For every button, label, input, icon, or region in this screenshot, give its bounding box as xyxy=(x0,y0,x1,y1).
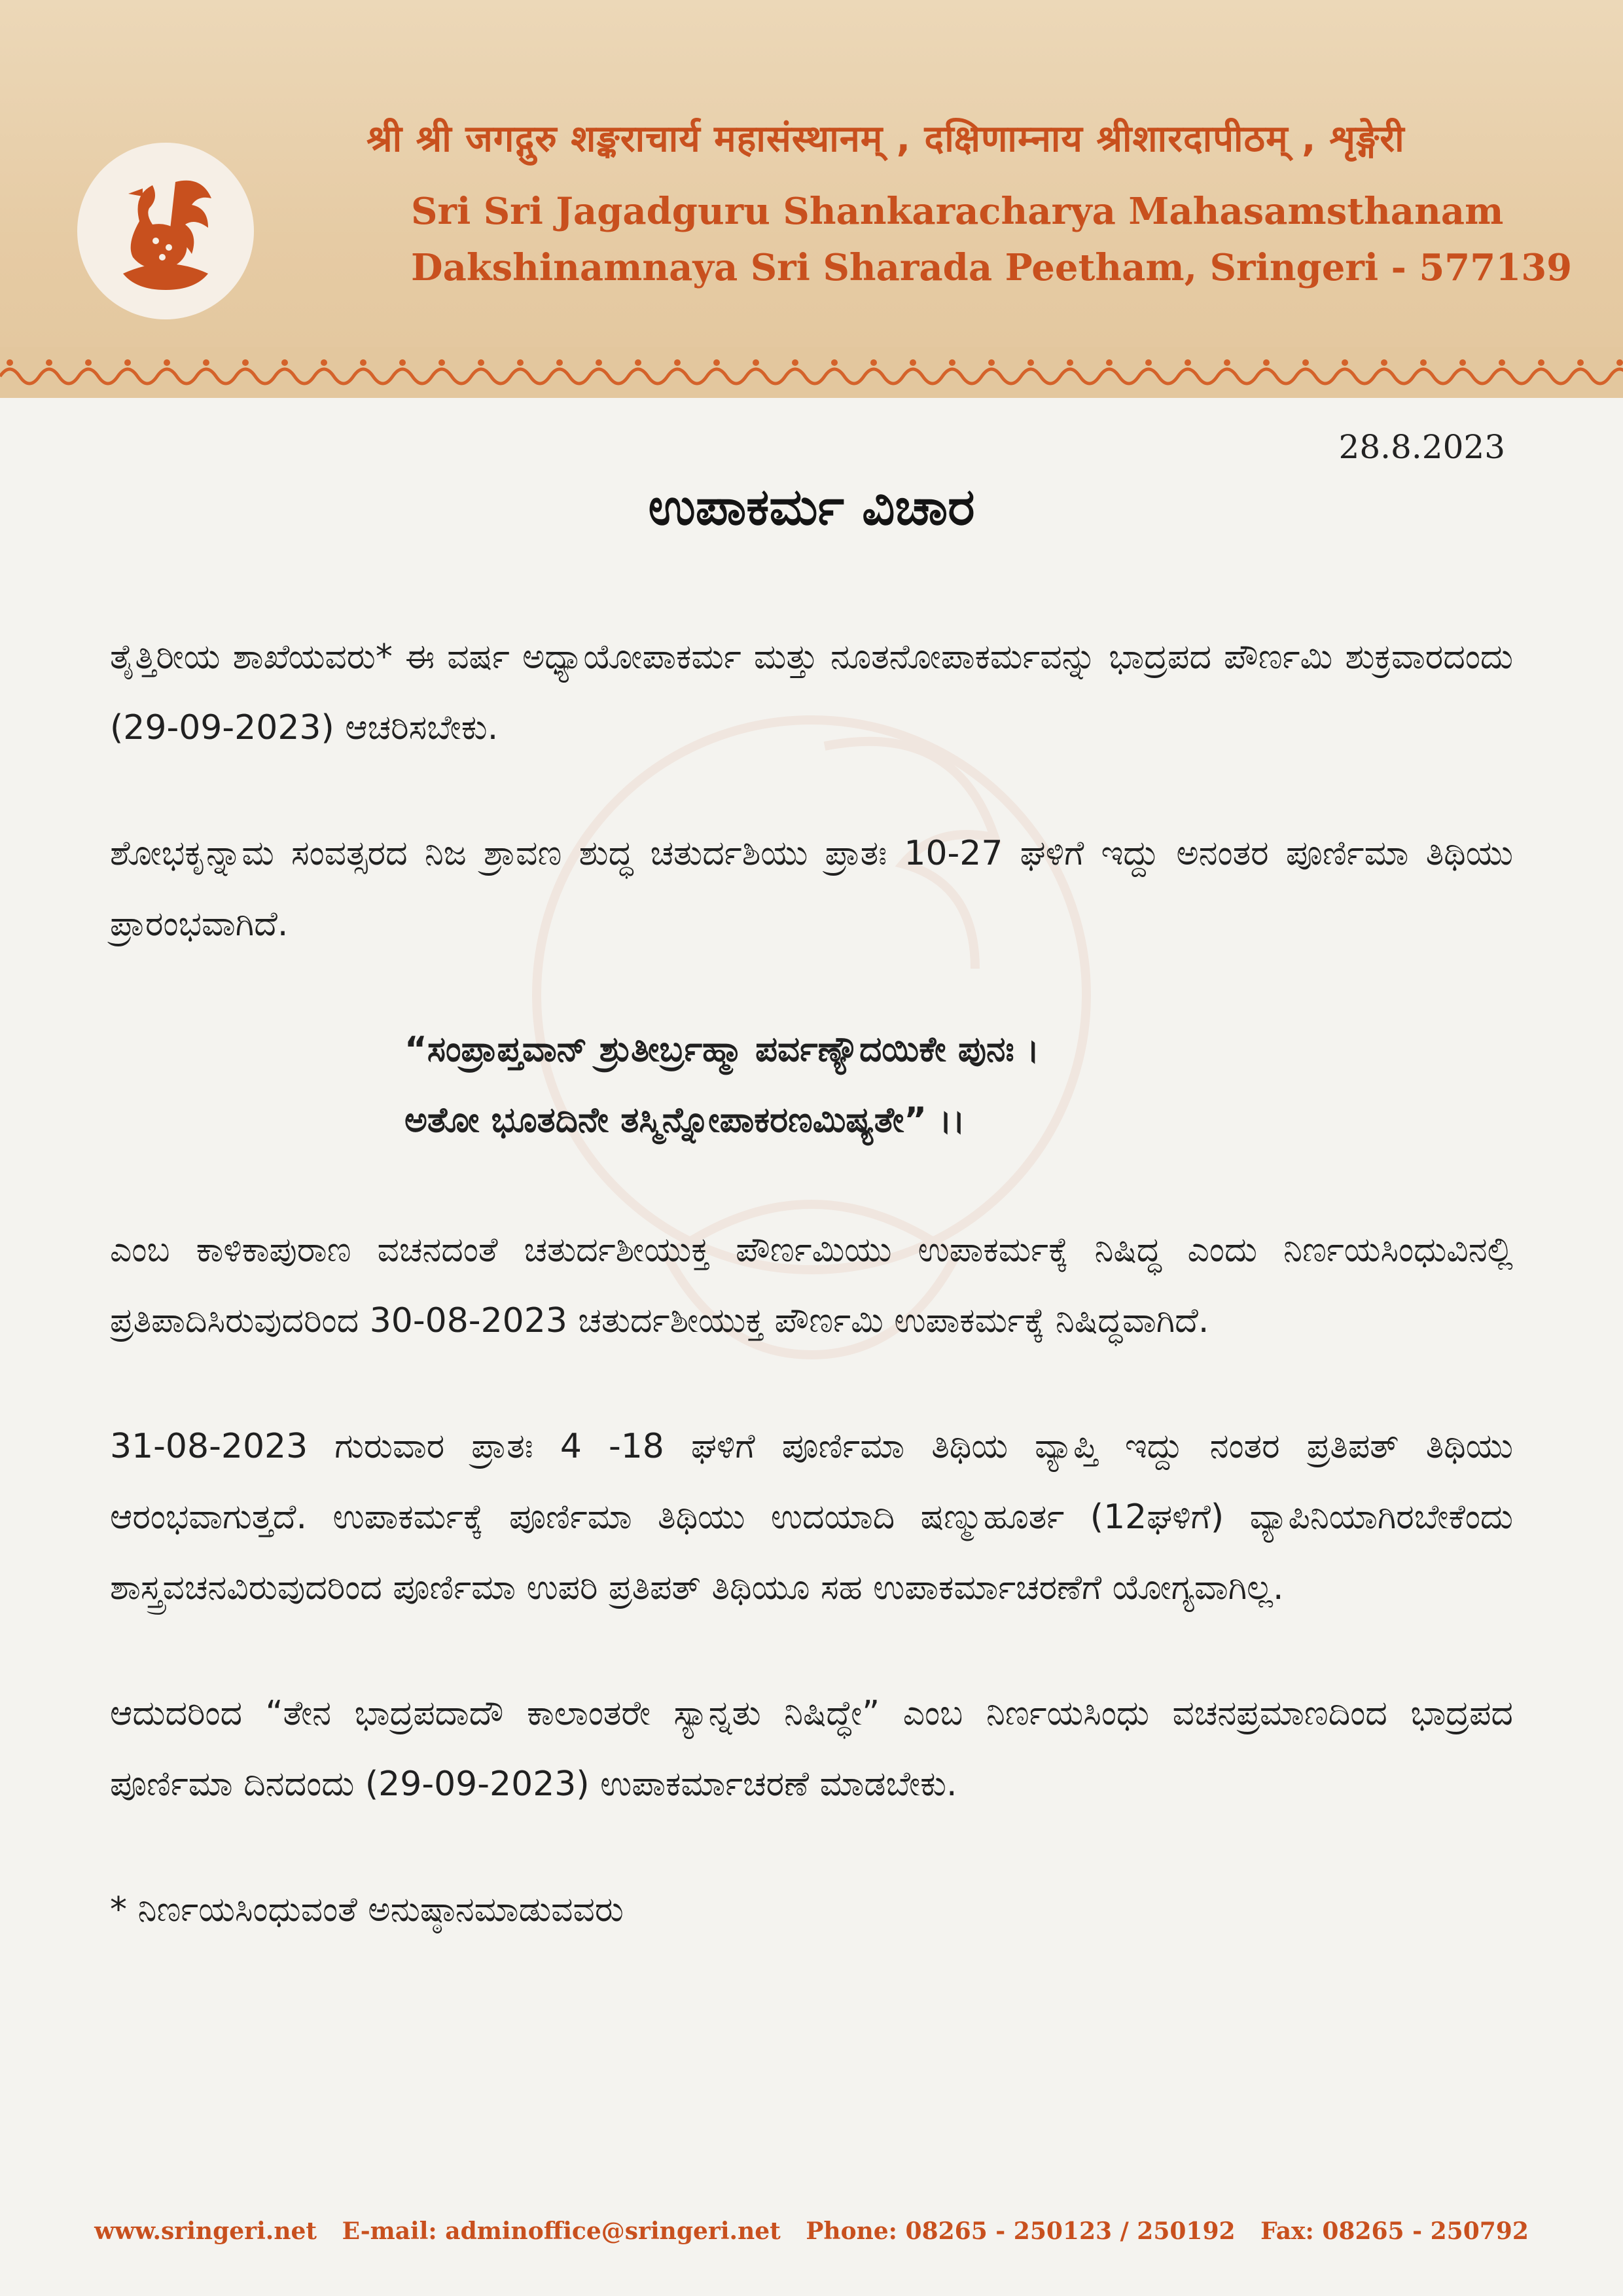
verse-block xyxy=(404,1014,1517,1156)
border-dot xyxy=(1459,359,1466,366)
border-dot xyxy=(46,359,52,366)
border-dot xyxy=(1538,359,1544,366)
border-dot xyxy=(713,359,720,366)
verse-line-2: ಅತೋ ಭೂತದಿನೇ ತಸ್ಮಿನ್ನೋಪಾಕರಣಮಿಷ್ಯತೇ” ।। xyxy=(404,1100,965,1140)
paragraph-2: ಶೋಭಕೃನ್ನಾಮ ಸಂವತ್ಸರದ ನಿಜ ಶ್ರಾವಣ ಶುದ್ಧ ಚತುರ್ದಶಿಯು ಪ್ರಾತಃ 10-27 ಘಳಿಗೆ ಇದ್ದು ಅನಂತರ ಪೂರ್ಣಿಮಾ ತಿಥಿಯು ಪ್ರಾರಂಭವಾಗಿದೆ. xyxy=(110,834,1513,944)
border-dot xyxy=(7,359,13,366)
document-date: 28.8.2023 xyxy=(1338,428,1505,466)
footer-phone: 08265 - 250123 / 250192 xyxy=(905,2217,1236,2245)
decorative-border xyxy=(0,347,1623,406)
letterhead-sanskrit: श्री श्री जगद्गुरु शङ्कराचार्य महासंस्थानम् , दक्षिणाम्नाय श्रीशारदापीठम् , शृङ्गेरी xyxy=(366,118,1405,160)
border-dot xyxy=(124,359,131,366)
border-dot xyxy=(1499,359,1505,366)
border-dot xyxy=(556,359,563,366)
border-dot xyxy=(870,359,877,366)
border-dot xyxy=(360,359,366,366)
letterhead-english-line1: Sri Sri Jagadguru Shankaracharya Mahasamsthanam xyxy=(411,190,1504,233)
border-dot xyxy=(1342,359,1348,366)
border-dot xyxy=(1106,359,1113,366)
border-dot xyxy=(674,359,681,366)
footer-website-link[interactable]: www.sringeri.net xyxy=(94,2217,317,2245)
footer-fax: 08265 - 250792 xyxy=(1322,2217,1529,2245)
border-dot xyxy=(753,359,759,366)
border-dot xyxy=(1616,359,1623,366)
border-dot xyxy=(792,359,798,366)
border-dot xyxy=(1067,359,1073,366)
border-dot xyxy=(478,359,484,366)
border-dot xyxy=(164,359,170,366)
document-body xyxy=(110,622,1513,2000)
border-dot xyxy=(1224,359,1230,366)
border-dot xyxy=(517,359,524,366)
border-dot xyxy=(635,359,641,366)
border-dot xyxy=(1027,359,1034,366)
paragraph-5: ಆದುದರಿಂದ “ತೇನ ಭಾದ್ರಪದಾದೌ ಕಾಲಾಂತರೇ ಸ್ಯಾನ್ನತು ನಿಷಿದ್ಧೇ” ಎಂಬ ನಿರ್ಣಯಸಿಂಧು ವಚನಪ್ರಮಾಣದಿಂದ ಭಾದ್ರಪದ ಪೂರ್ಣಿಮಾ ದಿನದಂದು (29-09-2023) ಉಪಾಕರ್ಮಾಚರಣೆ ಮಾಡಬೇಕು. xyxy=(110,1694,1513,1804)
verse-line-1: “ಸಂಪ್ರಾಪ್ತವಾನ್ ಶ್ರುತೀರ್ಬ್ರಹ್ಮಾ ಪರ್ವಣ್ಯೌದಯಿಕೇ ಪುನಃ । xyxy=(404,1030,1040,1069)
border-dot xyxy=(85,359,92,366)
border-dot xyxy=(1302,359,1309,366)
peetham-logo xyxy=(77,143,254,319)
border-dot xyxy=(281,359,288,366)
footer-email-label: E-mail: xyxy=(342,2217,437,2245)
border-dot xyxy=(910,359,916,366)
border-dot xyxy=(1263,359,1270,366)
border-dot xyxy=(321,359,327,366)
footer-email-link[interactable]: adminoffice@sringeri.net xyxy=(445,2217,781,2245)
border-dot xyxy=(242,359,249,366)
page-title: ಉಪಾಕರ್ಮ ವಿಚಾರ xyxy=(648,478,975,537)
paragraph-3: ಎಂಬ ಕಾಳಿಕಾಪುರಾಣ ವಚನದಂತೆ ಚತುರ್ದಶೀಯುಕ್ತ ಪೌರ್ಣಮಿಯು ಉಪಾಕರ್ಮಕ್ಕೆ ನಿಷಿದ್ಧ ಎಂದು ನಿರ್ಣಯಸಿಂಧುವಿನಲ್ಲಿ ಪ್ರತಿಪಾದಿಸಿರುವುದರಿಂದ 30-08-2023 ಚತುರ್ದಶೀಯುಕ್ತ ಪೌರ್ಣಮಿ ಉಪಾಕರ್ಮಕ್ಕೆ ನಿಷಿದ್ಧವಾಗಿದೆ. xyxy=(110,1230,1513,1340)
footer-phone-label: Phone: xyxy=(806,2217,897,2245)
border-dot xyxy=(596,359,602,366)
border-dot xyxy=(203,359,209,366)
footer-fax-label: Fax: xyxy=(1260,2217,1314,2245)
border-dot xyxy=(399,359,406,366)
border-dot xyxy=(1577,359,1584,366)
border-dot xyxy=(988,359,995,366)
border-dot xyxy=(1381,359,1387,366)
border-dot xyxy=(949,359,955,366)
border-dot xyxy=(1420,359,1427,366)
border-dot xyxy=(1145,359,1152,366)
paragraph-4: 31-08-2023 ಗುರುವಾರ ಪ್ರಾತಃ 4 -18 ಘಳಿಗೆ ಪೂರ್ಣಿಮಾ ತಿಥಿಯ ವ್ಯಾಪ್ತಿ ಇದ್ದು ನಂತರ ಪ್ರತಿಪತ್ ತಿಥಿಯು ಆರಂಭವಾಗುತ್ತದೆ. ಉಪಾಕರ್ಮಕ್ಕೆ ಪೂರ್ಣಿಮಾ ತಿಥಿಯು ಉದಯಾದಿ ಷಣ್ಮುಹೂರ್ತ (12ಘಳಿಗೆ) ವ್ಯಾಪಿನಿಯಾಗಿರಬೇಕೆಂದು ಶಾಸ್ತ್ರವಚನವಿರುವುದರಿಂದ ಪೂರ್ಣಿಮಾ ಉಪರಿ ಪ್ರತಿಪತ್ ತಿಥಿಯೂ ಸಹ ಉಪಾಕರ್ಮಾಚರಣೆಗೆ ಯೋಗ್ಯವಾಗಿಲ್ಲ. xyxy=(110,1427,1513,1607)
swan-emblem-icon xyxy=(77,143,254,319)
paragraph-1: ತೈತ್ತಿರೀಯ ಶಾಖೆಯವರು* ಈ ವರ್ಷ ಅಧ್ಯಾಯೋಪಾಕರ್ಮ ಮತ್ತು ನೂತನೋಪಾಕರ್ಮವನ್ನು ಭಾದ್ರಪದ ಪೌರ್ಣಮಿ ಶುಕ್ರವಾರದಂದು (29-09-2023) ಆಚರಿಸಬೇಕು. xyxy=(110,637,1513,747)
footnote: * ನಿರ್ಣಯಸಿಂಧುವಂತೆ ಅನುಷ್ಠಾನಮಾಡುವವರು xyxy=(110,1890,624,1929)
border-dot xyxy=(438,359,445,366)
border-dot xyxy=(1185,359,1191,366)
border-dot xyxy=(831,359,838,366)
footer-contact xyxy=(0,2217,1623,2245)
letterhead-english-line2: Dakshinamnaya Sri Sharada Peetham, Sringeri - 577139 xyxy=(411,246,1573,289)
